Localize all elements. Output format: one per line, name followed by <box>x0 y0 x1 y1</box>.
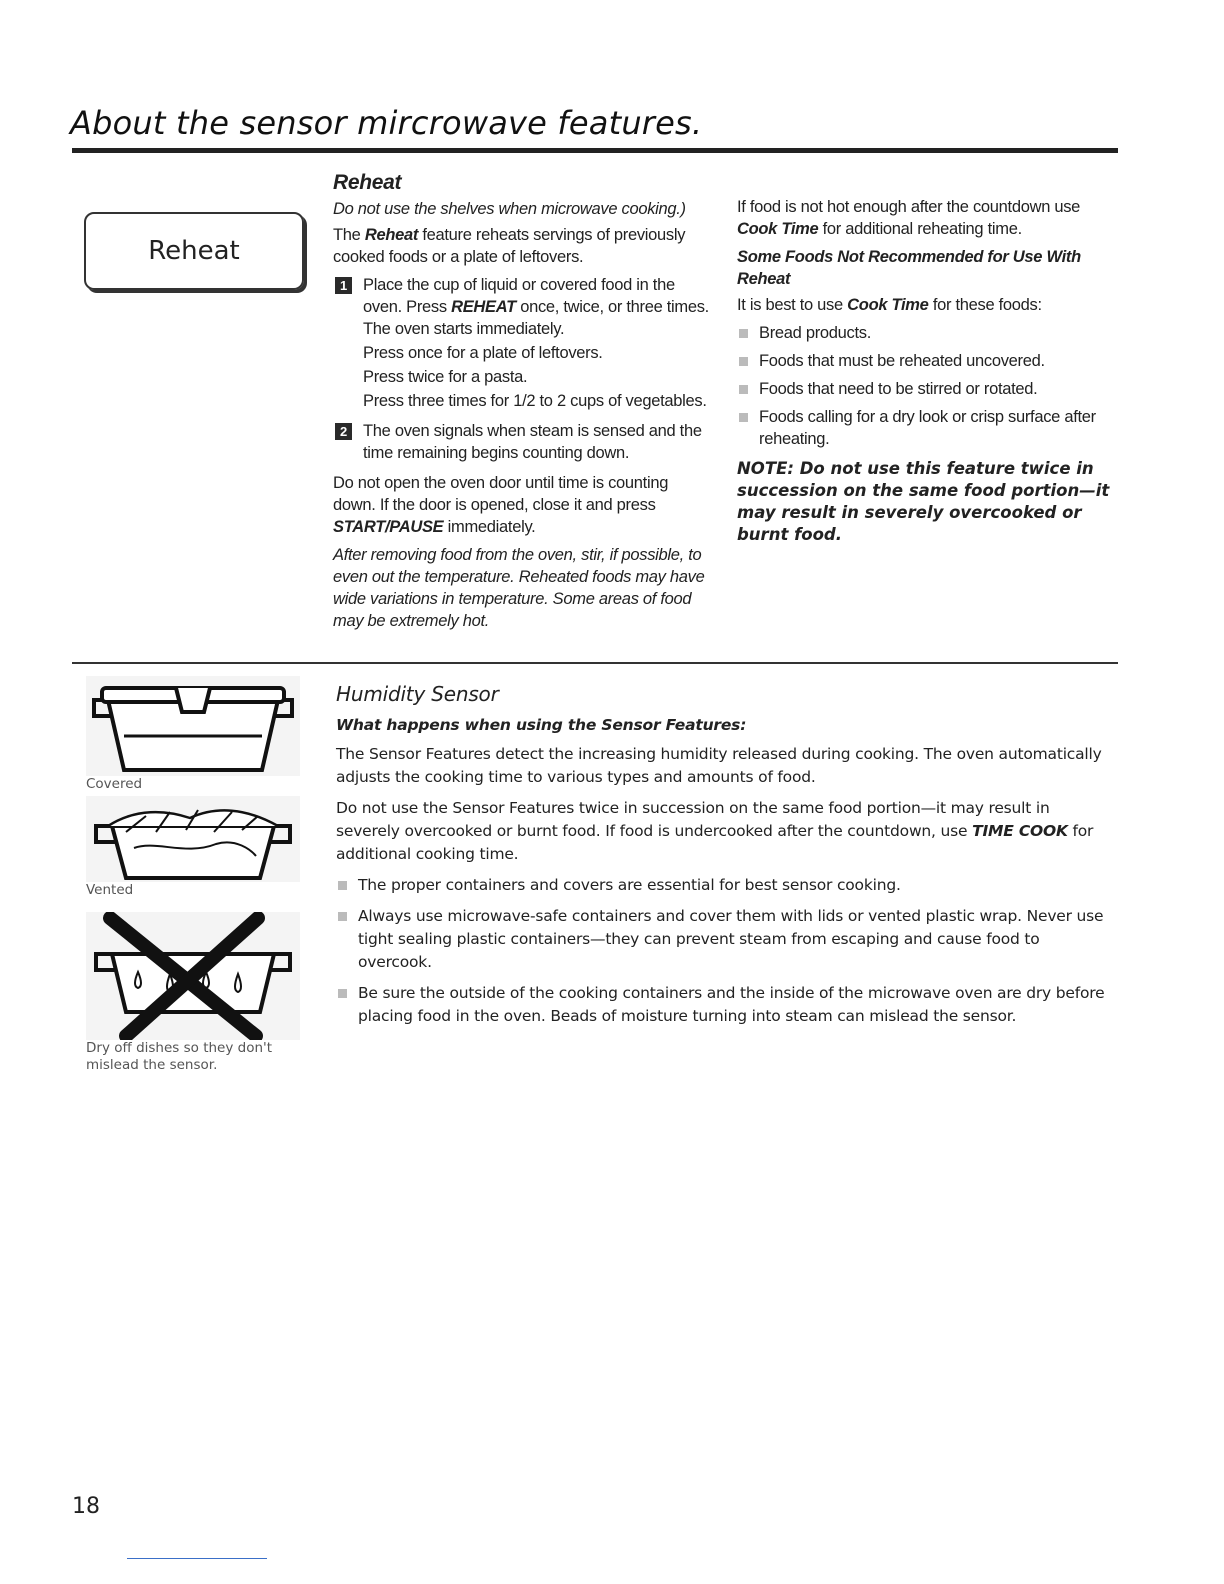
list-item: Be sure the outside of the cooking containers and the inside of the microwave oven are dry before placing food in the oven. Beads of moisture turning into steam can mislead the sensor. <box>336 982 1116 1028</box>
reheat-heading: Reheat <box>333 171 402 194</box>
door-note: Do not open the oven door until time is counting down. If the door is opened, close it and press START/PAUSE immediately. <box>333 474 669 536</box>
title-rule <box>72 148 1118 153</box>
list-item: Foods calling for a dry look or crisp surface after reheating. <box>737 406 1117 450</box>
list-item: The proper containers and covers are essential for best sensor cooking. <box>336 874 1116 897</box>
covered-dish-icon <box>86 676 300 776</box>
list-item: Always use microwave-safe containers and cover them with lids or vented plastic wrap. Never use tight sealing plastic containers—they can prevent steam from escaping and cause food to overcook. <box>336 905 1116 974</box>
vented-dish-icon <box>86 796 300 882</box>
section-divider <box>72 662 1118 664</box>
page-number: 18 <box>72 1494 100 1519</box>
vented-figure <box>86 796 300 899</box>
vented-caption: Vented <box>86 882 134 898</box>
dry-off-caption: Dry off dishes so they don't mislead the sensor. <box>86 1040 273 1073</box>
bullet-icon <box>739 329 748 338</box>
footer-line <box>127 1558 267 1559</box>
reheat-intro: The Reheat feature reheats servings of previously cooked foods or a plate of leftovers. <box>333 226 686 266</box>
step-2: 2 The oven signals when steam is sensed and the time remaining begins counting down. <box>333 420 713 464</box>
shelves-note: Do not use the shelves when microwave cooking.) <box>333 200 686 218</box>
bullet-icon <box>739 385 748 394</box>
humidity-subheading: What happens when using the Sensor Features: <box>336 716 747 734</box>
not-hot-note: If food is not hot enough after the countdown use Cook Time for additional reheating time. <box>737 198 1081 238</box>
list-item: Foods that must be reheated uncovered. <box>737 350 1117 372</box>
page-title: About the sensor mircrowave features. <box>70 104 703 142</box>
step-2-number: 2 <box>335 423 352 440</box>
dry-off-figure <box>86 912 300 1074</box>
bullet-icon <box>338 881 347 890</box>
bullet-icon <box>338 912 347 921</box>
best-use-note: It is best to use Cook Time for these foods: <box>737 296 1042 314</box>
step-1: 1 Place the cup of liquid or covered food in the oven. Press REHEAT once, twice, or three times. The oven starts immediately. <box>333 274 713 340</box>
humidity-para-1: The Sensor Features detect the increasing humidity released during cooking. The oven automatically adjusts the cooking time to various types and amounts of food. <box>336 745 1102 786</box>
humidity-section <box>336 680 1116 1028</box>
press-once: Press once for a plate of leftovers. <box>363 344 603 362</box>
covered-caption: Covered <box>86 776 143 792</box>
list-item: Bread products. <box>737 322 1117 344</box>
not-recommended-heading: Some Foods Not Recommended for Use With Reheat <box>737 248 1081 288</box>
reheat-right-column <box>737 196 1117 546</box>
after-removing-note: After removing food from the oven, stir, if possible, to even out the temperature. Reheated foods may have wide variations in temperature. Some areas of food may be extremely hot. <box>333 546 705 630</box>
press-twice: Press twice for a pasta. <box>363 368 528 386</box>
list-item: Foods that need to be stirred or rotated. <box>737 378 1117 400</box>
covered-figure <box>86 676 300 793</box>
wet-dish-crossed-icon <box>86 912 300 1040</box>
humidity-heading: Humidity Sensor <box>336 682 499 706</box>
reheat-warning-note: NOTE: Do not use this feature twice in succession on the same food portion—it may result in severely overcooked or burnt food. <box>737 459 1110 544</box>
reheat-badge: Reheat <box>84 212 304 290</box>
humidity-para-2: Do not use the Sensor Features twice in succession on the same food portion—it may result in severely overcooked or burnt food. If food is undercooked after the countdown, use TIME COOK for additional cooking time. <box>336 799 1094 863</box>
bullet-icon <box>739 413 748 422</box>
bullet-icon <box>338 989 347 998</box>
press-three: Press three times for 1/2 to 2 cups of vegetables. <box>363 392 707 410</box>
step-1-number: 1 <box>335 277 352 294</box>
bullet-icon <box>739 357 748 366</box>
reheat-column <box>333 170 713 632</box>
